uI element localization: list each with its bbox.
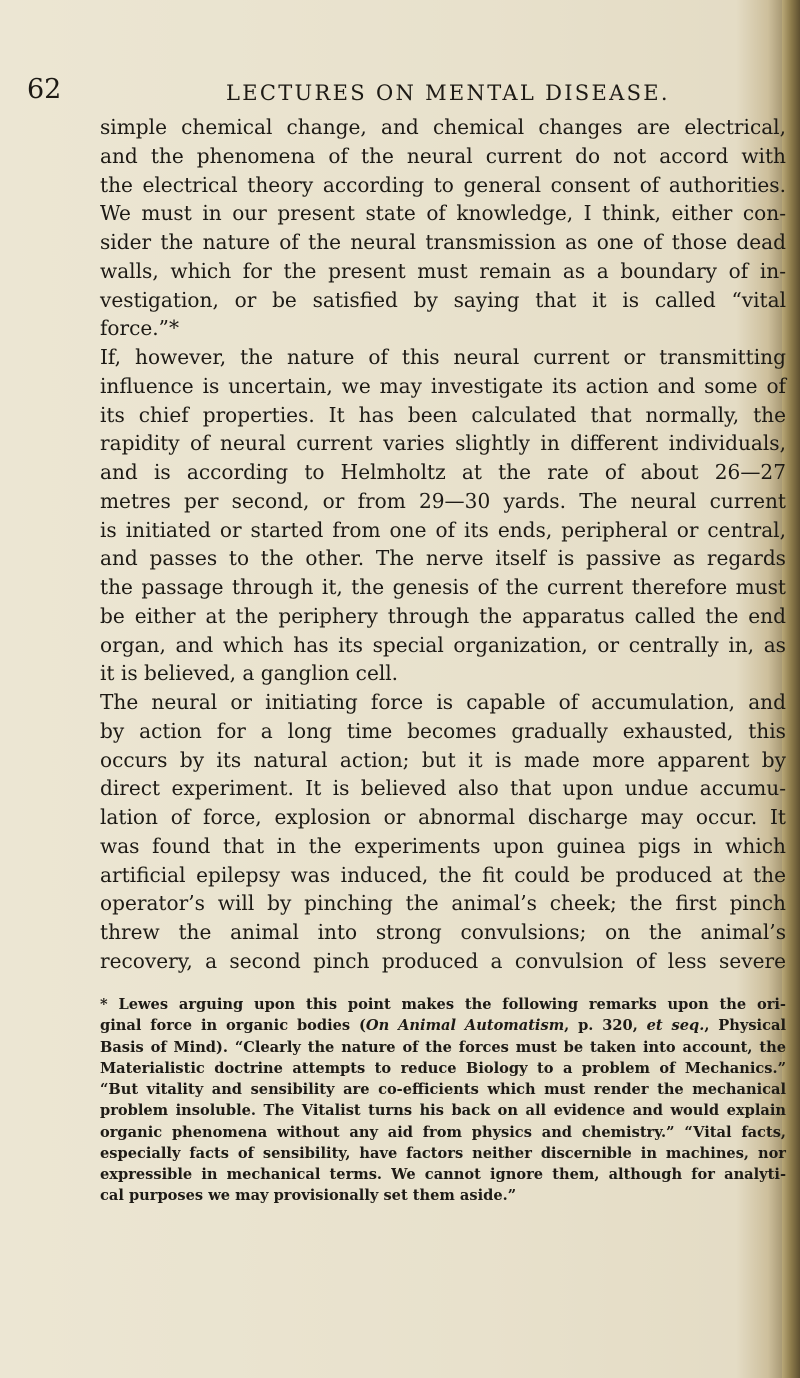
text-line: influence is uncertain, we may investigate its action and some of [100, 373, 786, 398]
text-line: We must in our present state of knowledge, I think, either con- [100, 201, 786, 226]
text-line: vestigation, or be satisfied by saying that it is called “vital [100, 287, 786, 312]
footnote-line [100, 1015, 786, 1036]
text-line: its chief properties. It has been calculated that normally, the [100, 402, 786, 427]
text-line: operator’s will by pinching the animal’s cheek; the first pinch [100, 891, 786, 916]
text-line: sider the nature of the neural transmission as one of those dead [100, 230, 786, 254]
footnote-text: , p. 320, [564, 1017, 647, 1035]
footnote-line: cal purposes we may provisionally set them aside.” [100, 1187, 517, 1205]
text-line: metres per second, or from 29—30 yards. The neural current [100, 488, 786, 513]
text-line: The neural or initiating force is capable of accumulation, and [100, 690, 786, 714]
footnote [100, 994, 786, 1207]
text-line: it is believed, a ganglion cell. [100, 661, 399, 686]
footnote-text: , Physical [704, 1017, 786, 1035]
text-line: organ, and which has its special organization, or centrally in, as [100, 632, 786, 657]
text-line: and the phenomena of the neural current do not accord with [100, 143, 786, 168]
text-line: direct experiment. It is believed also that upon undue accumu- [100, 776, 786, 801]
running-head: LECTURES ON MENTAL DISEASE. [226, 81, 670, 105]
footnote-line: Basis of Mind). “Clearly the nature of the forces must be taken into account, the [100, 1038, 786, 1056]
footnote-line: * Lewes arguing upon this point makes the following remarks upon the ori- [100, 996, 786, 1013]
text-line: by action for a long time becomes gradually exhausted, this [100, 718, 786, 743]
text-line: and is according to Helmholtz at the rate of about 26—27 [100, 460, 786, 484]
footnote-line: especially facts of sensibility, have factors neither discernible in machines, nor [100, 1144, 786, 1162]
footnote-line: organic phenomena without any aid from physics and chemistry.” “Vital facts, [100, 1123, 786, 1141]
text-line: occurs by its natural action; but it is made more apparent by [100, 747, 786, 772]
text-line: is initiated or started from one of its ends, peripheral or central, [100, 517, 786, 542]
footnote-book-title: On Animal Automatism [365, 1017, 565, 1035]
text-line: the passage through it, the genesis of the current therefore must [100, 575, 786, 599]
footnote-line: Materialistic doctrine attempts to reduce Biology to a problem of Mechanics.” [100, 1059, 786, 1077]
text-line: If, however, the nature of this neural current or transmitting [100, 345, 786, 369]
text-line: lation of force, explosion or abnormal discharge may occur. It [100, 805, 786, 829]
text-line: rapidity of neural current varies slightly in different individuals, [100, 431, 786, 456]
body-text [100, 113, 786, 976]
footnote-line: “But vitality and sensibility are co-efficients which must render the mechanical [100, 1081, 786, 1098]
text-line: simple chemical change, and chemical changes are electrical, [100, 115, 786, 139]
text-line: be either at the periphery through the apparatus called the end [100, 603, 786, 628]
text-line: force.”* [100, 316, 179, 341]
text-line: threw the animal into strong convulsions; on the animal’s [100, 920, 786, 944]
text-line: artificial epilepsy was induced, the fit could be produced at the [100, 862, 786, 887]
text-line: walls, which for the present must remain as a boundary of in- [100, 258, 786, 283]
text-line: was found that in the experiments upon guinea pigs in which [100, 833, 786, 858]
text-line: recovery, a second pinch produced a convulsion of less severe [100, 948, 786, 973]
text-line: the electrical theory according to general consent of authorities. [100, 172, 786, 197]
footnote-line: expressible in mechanical terms. We cannot ignore them, although for analyti- [100, 1166, 786, 1183]
page-number: 62 [27, 74, 62, 105]
footnote-line: problem insoluble. The Vitalist turns his back on all evidence and would explain [100, 1102, 786, 1120]
text-line: and passes to the other. The nerve itself is passive as regards [100, 546, 786, 571]
footnote-text: ginal force in organic bodies ( [100, 1017, 366, 1035]
footnote-et-seq: et seq. [646, 1017, 705, 1035]
